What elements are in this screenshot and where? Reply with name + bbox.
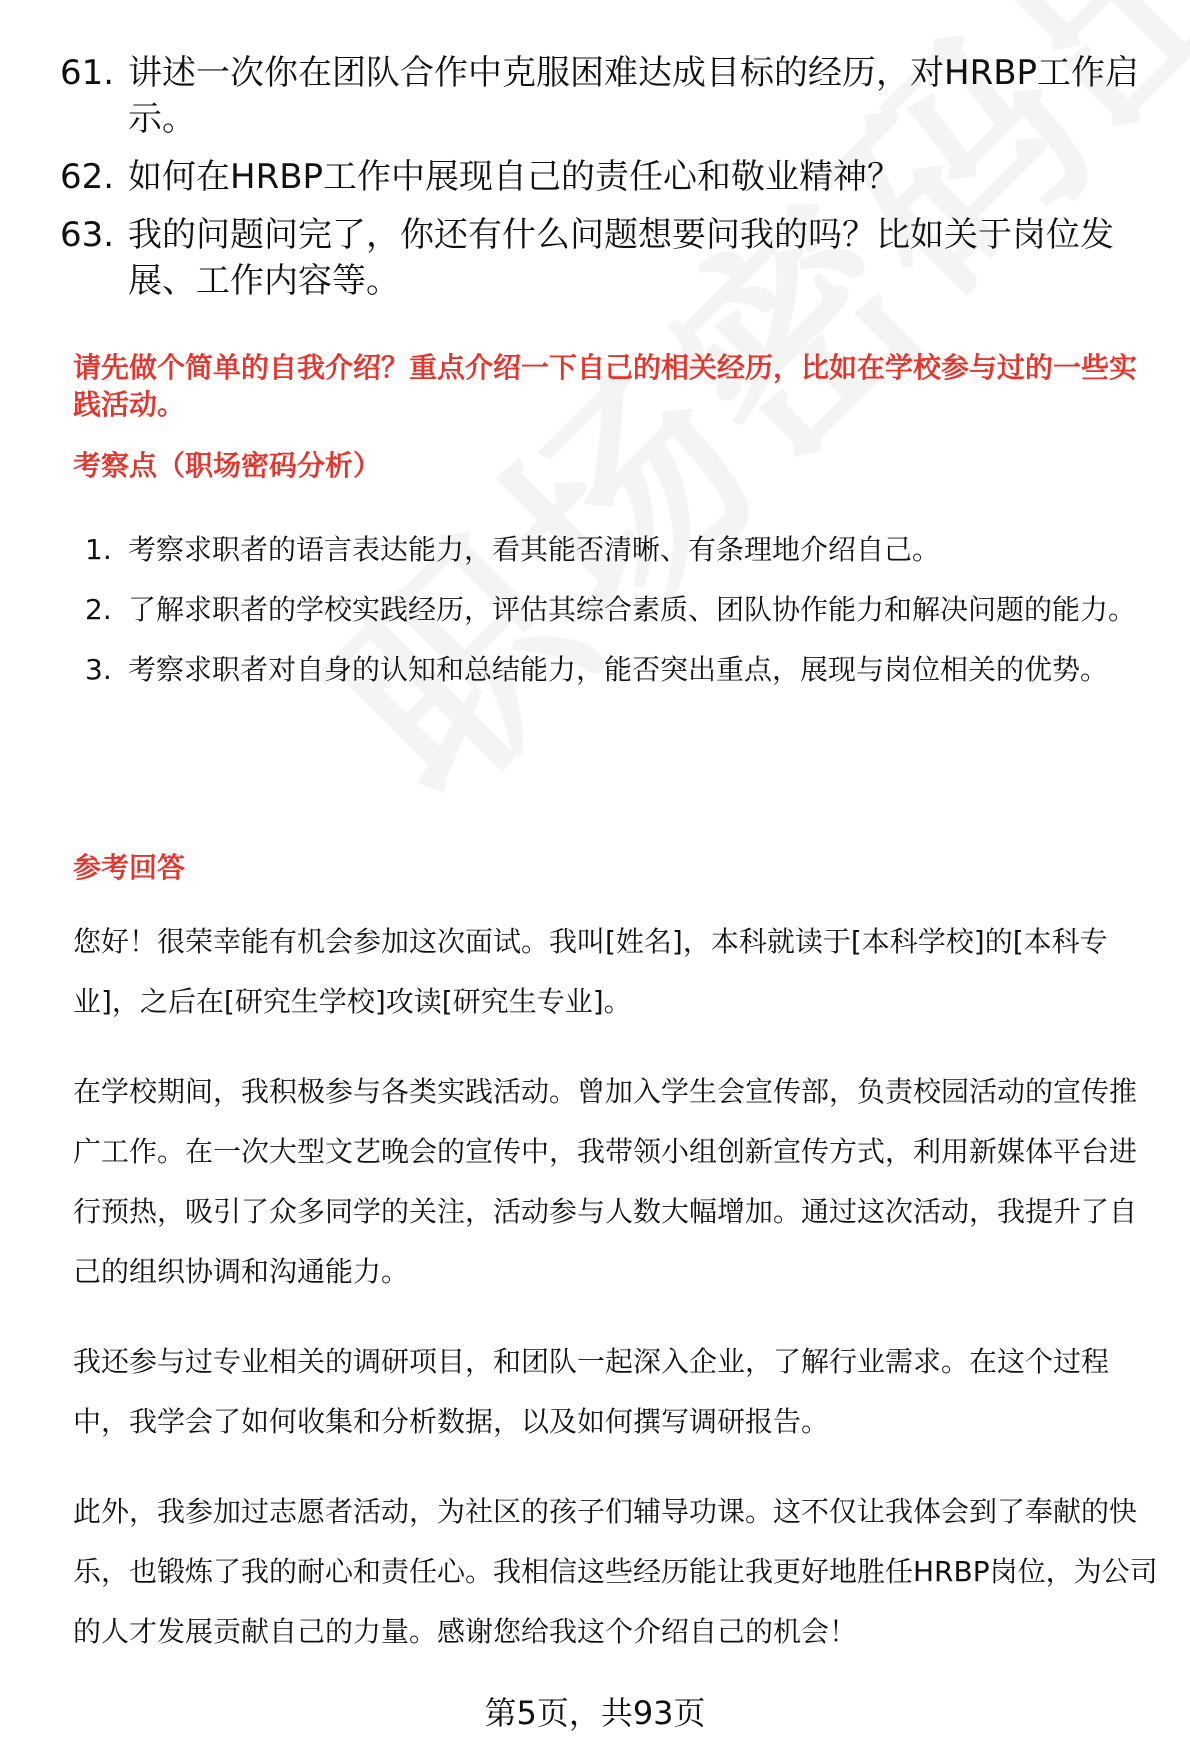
examination-points <box>85 520 1155 700</box>
list-item <box>60 50 1150 142</box>
item-text: 考察求职者对自身的认知和总结能力，能否突出重点，展现与岗位相关的优势。 <box>128 653 1109 686</box>
item-text: 考察求职者的语言表达能力，看其能否清晰、有条理地介绍自己。 <box>128 533 941 566</box>
item-number: 2. <box>85 593 112 626</box>
list-item <box>85 640 1155 700</box>
answer-paragraph: 我还参与过专业相关的调研项目，和团队一起深入企业，了解行业需求。在这个过程中，我学会了如何收集和分析数据，以及如何撰写调研报告。 <box>73 1345 1110 1438</box>
item-number: 1. <box>85 533 112 566</box>
item-number: 3. <box>85 653 112 686</box>
answer-paragraph: 您好！很荣幸能有机会参加这次面试。我叫[姓名]，本科就读于[本科学校]的[本科专业]，之后在[研究生学校]攻读[研究生专业]。 <box>73 925 1108 1018</box>
item-text: 了解求职者的学校实践经历，评估其综合素质、团队协作能力和解决问题的能力。 <box>128 593 1137 626</box>
examination-title: 考察点（职场密码分析） <box>73 449 382 482</box>
answer-title: 参考回答 <box>73 851 186 884</box>
answer-paragraph: 此外，我参加过志愿者活动，为社区的孩子们辅导功课。这不仅让我体会到了奉献的快乐，也锻炼了我的耐心和责任心。我相信这些经历能让我更好地胜任HRBP岗位，为公司的人才发展贡献自己的力量。感谢您给我这个介绍自己的机会！ <box>73 1495 1158 1648</box>
list-item <box>85 520 1155 580</box>
top-question-list <box>60 50 1150 316</box>
interview-question: 请先做个简单的自我介绍？重点介绍一下自己的相关经历，比如在学校参与过的一些实践活动。 <box>73 351 1138 421</box>
item-text: 讲述一次你在团队合作中克服困难达成目标的经历，对HRBP工作启示。 <box>128 53 1140 139</box>
list-item <box>60 154 1150 200</box>
item-text: 我的问题问完了，你还有什么问题想要问我的吗？比如关于岗位发展、工作内容等。 <box>128 215 1114 301</box>
item-number: 61. <box>60 53 115 93</box>
item-number: 63. <box>60 215 115 255</box>
list-item <box>60 212 1150 304</box>
list-item <box>85 580 1155 640</box>
answer-paragraph: 在学校期间，我积极参与各类实践活动。曾加入学生会宣传部，负责校园活动的宣传推广工作。在一次大型文艺晚会的宣传中，我带领小组创新宣传方式，利用新媒体平台进行预热，吸引了众多同学的关注，活动参与人数大幅增加。通过这次活动，我提升了自己的组织协调和沟通能力。 <box>73 1075 1138 1288</box>
page-number: 第5页，共93页 <box>484 1694 706 1732</box>
item-number: 62. <box>60 157 115 197</box>
item-text: 如何在HRBP工作中展现自己的责任心和敬业精神？ <box>128 157 902 197</box>
